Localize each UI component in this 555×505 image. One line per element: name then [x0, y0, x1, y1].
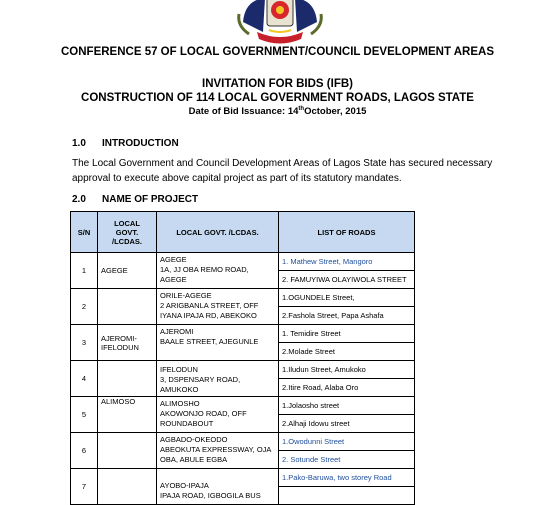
- row-sn: 4: [71, 361, 98, 397]
- row-lcda: ALIMOSHO AKOWONJO ROAD, OFF ROUNDABOUT: [157, 397, 279, 433]
- road-item: 1. Temidire Street: [279, 325, 415, 343]
- road-item: 1.Jolaosho street: [279, 397, 415, 415]
- row-sn: 6: [71, 433, 98, 469]
- road-item: 1. Mathew Street, Mangoro: [279, 253, 415, 271]
- row-lcda: AGBADO-OKEODO ABEOKUTA EXPRESSWAY, OJA OBA, ABULE EGBA: [157, 433, 279, 469]
- table-row: [71, 361, 415, 379]
- project-title: CONSTRUCTION OF 114 LOCAL GOVERNMENT ROADS, LAGOS STATE: [81, 92, 474, 104]
- roads-table: [70, 211, 415, 505]
- row-lcda: AYOBO-IPAJA IPAJA ROAD, IGBOGILA BUS: [157, 469, 279, 505]
- conference-title: CONFERENCE 57 OF LOCAL GOVERNMENT/COUNCIL DEVELOPMENT AREAS: [61, 46, 494, 58]
- table-row: [71, 397, 415, 415]
- row-lcda: AGEGE 1A, JJ OBA REMO ROAD, AGEGE: [157, 253, 279, 289]
- road-item: 2.Molade Street: [279, 343, 415, 361]
- row-sn: 1: [71, 253, 98, 289]
- table-header-row: [71, 212, 415, 253]
- row-lcda: IFELODUN 3, DSPENSARY ROAD, AMUKOKO: [157, 361, 279, 397]
- row-local-govt: AGEGE: [98, 253, 157, 289]
- row-sn: 2: [71, 289, 98, 325]
- table-row: [71, 433, 415, 451]
- header-local-govt: LOCAL GOVT. /LCDAS.: [98, 212, 157, 253]
- introduction-paragraph: The Local Government and Council Development Areas of Lagos State has secured necessary approval to execute above capital project as part of its statutory mandates.: [72, 158, 493, 184]
- table-row: [71, 469, 415, 487]
- header-local-govt-lcdas: LOCAL GOVT. /LCDAS.: [157, 212, 279, 253]
- road-item: 2.Fashola Street, Papa Ashafa: [279, 307, 415, 325]
- row-local-govt: [98, 289, 157, 325]
- row-lcda: ORILE-AGEGE 2 ARIGBANLA STREET, OFF IYANA IPAJA RD, ABEKOKO: [157, 289, 279, 325]
- row-lcda: AJEROMI BAALE STREET, AJEGUNLE: [157, 325, 279, 361]
- header-sn: S/N: [71, 212, 98, 253]
- road-item: 1.Iludun Street, Amukoko: [279, 361, 415, 379]
- row-local-govt: [98, 433, 157, 469]
- table-row: [71, 325, 415, 343]
- row-local-govt: [98, 361, 157, 397]
- row-local-govt: ALIMOSO: [98, 397, 157, 433]
- row-sn: 3: [71, 325, 98, 361]
- road-item: 2. Sotunde Street: [279, 451, 415, 469]
- road-item: 2.Itire Road, Alaba Oro: [279, 379, 415, 397]
- road-item: 1.Owodunni Street: [279, 433, 415, 451]
- road-item: 2. FAMUYIWA OLAYIWOLA STREET: [279, 271, 415, 289]
- section-project-name-heading: 2.0 NAME OF PROJECT: [72, 194, 199, 205]
- row-local-govt: AJEROMI- IFELODUN: [98, 325, 157, 361]
- road-item: [279, 487, 415, 505]
- bid-issuance-date: Date of Bid Issuance: 14thOctober, 2015: [188, 106, 367, 118]
- lagos-crest-logo: [235, 0, 325, 48]
- table-row: [71, 289, 415, 307]
- header-list-of-roads: LIST OF ROADS: [279, 212, 415, 253]
- invitation-title: INVITATION FOR BIDS (IFB): [202, 78, 353, 90]
- row-sn: 5: [71, 397, 98, 433]
- road-item: 2.Alhaji Idowu street: [279, 415, 415, 433]
- section-introduction-heading: 1.0 INTRODUCTION: [72, 138, 179, 149]
- row-local-govt: [98, 469, 157, 505]
- road-item: 1.Pako-Baruwa, two storey Road: [279, 469, 415, 487]
- row-sn: 7: [71, 469, 98, 505]
- road-item: 1.OGUNDELE Street,: [279, 289, 415, 307]
- table-row: [71, 253, 415, 271]
